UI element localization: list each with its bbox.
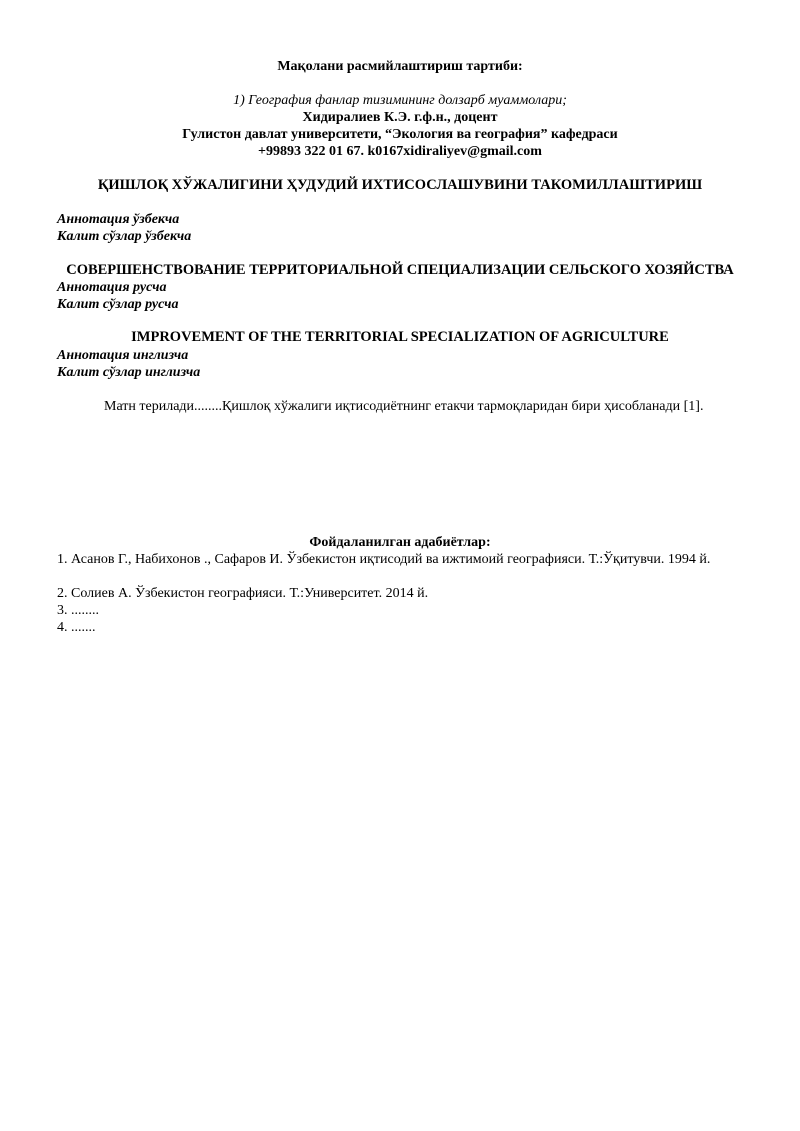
reference-item: 3. ........ xyxy=(57,603,99,618)
author-name: Хидиралиев К.Э. г.ф.н., доцент xyxy=(302,110,498,125)
keywords-russian: Калит сўзлар русча xyxy=(57,297,179,312)
annotation-english: Аннотация инглизча xyxy=(57,348,189,363)
author-affiliation: Гулистон давлат университети, “Экология ва география” кафедраси xyxy=(182,127,618,142)
title-uzbek: ҚИШЛОҚ ХЎЖАЛИГИНИ ҲУДУДИЙ ИХТИСОСЛАШУВИНИ ТАКОМИЛЛАШТИРИШ xyxy=(97,177,703,193)
body-text: Матн терилади........Қишлоқ хўжалиги иқтисодиётнинг етакчи тармоқларидан бири ҳисобланади [1]. xyxy=(104,399,704,414)
references-heading: Фойдаланилган адабиётлар: xyxy=(309,535,491,550)
author-contact: +99893 322 01 67. k0167xidiraliyev@gmail.com xyxy=(258,144,542,159)
keywords-english: Калит сўзлар инглизча xyxy=(57,365,201,380)
annotation-uzbek: Аннотация ўзбекча xyxy=(57,212,180,227)
title-russian: СОВЕРШЕНСТВОВАНИЕ ТЕРРИТОРИАЛЬНОЙ СПЕЦИАЛИЗАЦИИ СЕЛЬСКОГО ХОЗЯЙСТВА xyxy=(66,262,734,278)
annotation-russian: Аннотация русча xyxy=(57,280,167,295)
reference-item: 2. Солиев А. Ўзбекистон географияси. Т.:Университет. 2014 й. xyxy=(57,586,429,601)
format-title: Мақолани расмийлаштириш тартиби: xyxy=(277,59,523,74)
section-name: 1) География фанлар тизимининг долзарб муаммолари; xyxy=(233,93,567,108)
title-english: IMPROVEMENT OF THE TERRITORIAL SPECIALIZATION OF AGRICULTURE xyxy=(131,329,669,345)
reference-item: 1. Асанов Г., Набихонов ., Сафаров И. Ўзбекистон иқтисодий ва ижтимоий географияси. Т.:Ўқитувчи. 1994 й. xyxy=(57,552,711,567)
keywords-uzbek: Калит сўзлар ўзбекча xyxy=(57,229,192,244)
reference-item: 4. ....... xyxy=(57,620,96,635)
